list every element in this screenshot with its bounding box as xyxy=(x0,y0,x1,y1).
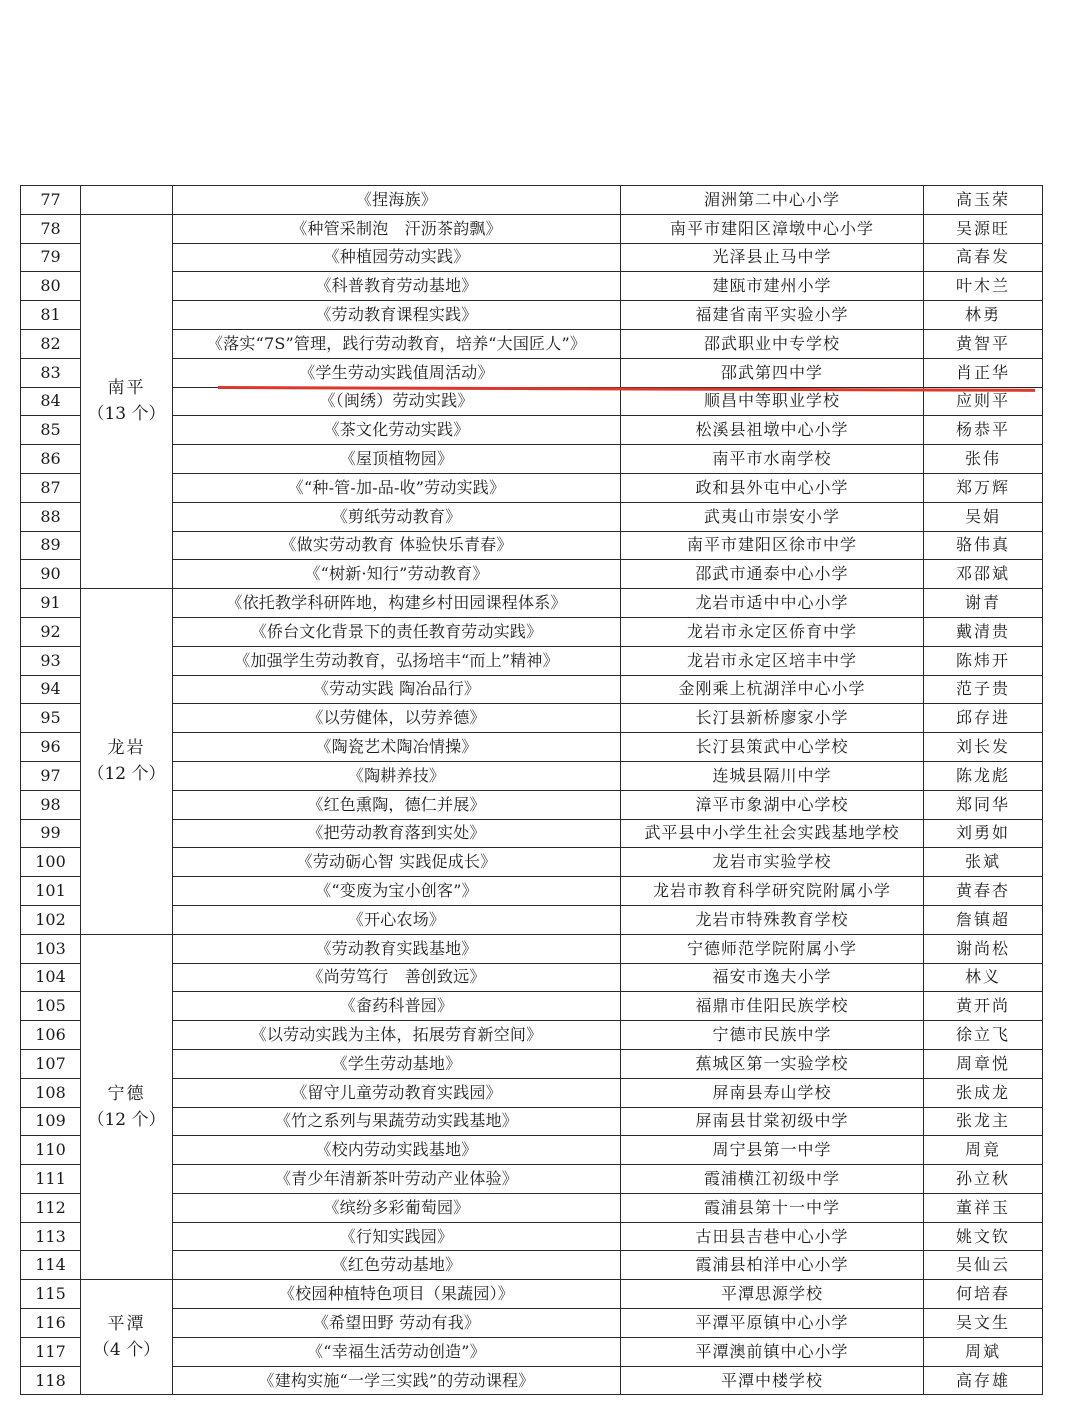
project-title: 《希望田野 劳动有我》 xyxy=(173,1309,621,1338)
contact-person: 林勇 xyxy=(924,301,1043,330)
table-body xyxy=(21,186,1043,1395)
school-name: 漳平市象湖中心学校 xyxy=(621,790,924,819)
school-name: 长汀县策武中心学校 xyxy=(621,733,924,762)
region-cell xyxy=(81,186,173,215)
project-title: 《校园种植特色项目（果蔬园）》 xyxy=(173,1280,621,1309)
project-title: 《留守儿童劳动教育实践园》 xyxy=(173,1078,621,1107)
project-title: 《尚劳笃行 善创致远》 xyxy=(173,963,621,992)
school-name: 邵武市通泰中心小学 xyxy=(621,560,924,589)
school-name: 龙岩市特殊教育学校 xyxy=(621,905,924,934)
school-name: 宁德市民族中学 xyxy=(621,1021,924,1050)
table-row xyxy=(21,1049,1043,1078)
table-row xyxy=(21,531,1043,560)
row-number: 82 xyxy=(21,329,81,358)
project-title: 《青少年清新茶叶劳动产业体验》 xyxy=(173,1165,621,1194)
project-title: 《劳动教育实践基地》 xyxy=(173,934,621,963)
table-row xyxy=(21,905,1043,934)
table-row xyxy=(21,1021,1043,1050)
project-title: 《侨台文化背景下的责任教育劳动实践》 xyxy=(173,617,621,646)
table-row xyxy=(21,1136,1043,1165)
contact-person: 孙立秋 xyxy=(924,1165,1043,1194)
table-row xyxy=(21,1165,1043,1194)
table-row xyxy=(21,934,1043,963)
school-name: 福安市逸夫小学 xyxy=(621,963,924,992)
table-row xyxy=(21,1078,1043,1107)
project-title: 《缤纷多彩葡萄园》 xyxy=(173,1193,621,1222)
contact-person: 肖正华 xyxy=(924,358,1043,387)
row-number: 84 xyxy=(21,387,81,416)
table-row xyxy=(21,473,1043,502)
project-title: 《以劳健体，以劳养德》 xyxy=(173,704,621,733)
row-number: 95 xyxy=(21,704,81,733)
row-number: 113 xyxy=(21,1222,81,1251)
contact-person: 谢尚松 xyxy=(924,934,1043,963)
table-row xyxy=(21,1193,1043,1222)
table-row xyxy=(21,819,1043,848)
row-number: 77 xyxy=(21,186,81,215)
row-number: 94 xyxy=(21,675,81,704)
project-title: 《学生劳动实践值周活动》 xyxy=(173,358,621,387)
region-name: 平潭 xyxy=(107,1314,146,1335)
project-title: 《剪纸劳动教育》 xyxy=(173,502,621,531)
table-row xyxy=(21,589,1043,618)
row-number: 106 xyxy=(21,1021,81,1050)
contact-person: 陈龙彪 xyxy=(924,761,1043,790)
contact-person: 徐立飞 xyxy=(924,1021,1043,1050)
row-number: 79 xyxy=(21,243,81,272)
row-number: 91 xyxy=(21,589,81,618)
project-title: 《竹之系列与果蔬劳动实践基地》 xyxy=(173,1107,621,1136)
row-number: 93 xyxy=(21,646,81,675)
contact-person: 邓邵斌 xyxy=(924,560,1043,589)
project-title: 《做实劳动教育 体验快乐青春》 xyxy=(173,531,621,560)
contact-person: 周竟 xyxy=(924,1136,1043,1165)
contact-person: 骆伟真 xyxy=(924,531,1043,560)
row-number: 88 xyxy=(21,502,81,531)
school-name: 龙岩市永定区侨育中学 xyxy=(621,617,924,646)
project-title: 《科普教育劳动基地》 xyxy=(173,272,621,301)
project-title: 《校内劳动实践基地》 xyxy=(173,1136,621,1165)
table-row xyxy=(21,1222,1043,1251)
school-name: 宁德师范学院附属小学 xyxy=(621,934,924,963)
school-name: 古田县吉巷中心小学 xyxy=(621,1222,924,1251)
row-number: 110 xyxy=(21,1136,81,1165)
row-number: 86 xyxy=(21,445,81,474)
row-number: 99 xyxy=(21,819,81,848)
contact-person: 周章悦 xyxy=(924,1049,1043,1078)
contact-person: 郑万辉 xyxy=(924,473,1043,502)
project-title: 《红色劳动基地》 xyxy=(173,1251,621,1280)
school-name: 龙岩市实验学校 xyxy=(621,848,924,877)
contact-person: 张伟 xyxy=(924,445,1043,474)
row-number: 87 xyxy=(21,473,81,502)
table-row xyxy=(21,704,1043,733)
row-number: 111 xyxy=(21,1165,81,1194)
school-name: 武平县中小学生社会实践基地学校 xyxy=(621,819,924,848)
row-number: 89 xyxy=(21,531,81,560)
table-row xyxy=(21,416,1043,445)
contact-person: 应则平 xyxy=(924,387,1043,416)
contact-person: 高玉荣 xyxy=(924,186,1043,215)
contact-person: 张龙主 xyxy=(924,1107,1043,1136)
table-row xyxy=(21,675,1043,704)
school-name: 邵武第四中学 xyxy=(621,358,924,387)
school-name: 南平市水南学校 xyxy=(621,445,924,474)
row-number: 102 xyxy=(21,905,81,934)
table-row xyxy=(21,848,1043,877)
contact-person: 高春发 xyxy=(924,243,1043,272)
school-name: 平潭澳前镇中心小学 xyxy=(621,1337,924,1366)
school-name: 蕉城区第一实验学校 xyxy=(621,1049,924,1078)
row-number: 104 xyxy=(21,963,81,992)
school-name: 霞浦县第十一中学 xyxy=(621,1193,924,1222)
contact-person: 吴文生 xyxy=(924,1309,1043,1338)
table-row xyxy=(21,646,1043,675)
contact-person: 黄智平 xyxy=(924,329,1043,358)
region-count: （4 个） xyxy=(92,1340,161,1361)
project-title: 《陶瓷艺术陶冶情操》 xyxy=(173,733,621,762)
school-name: 平潭平原镇中心小学 xyxy=(621,1309,924,1338)
contact-person: 林义 xyxy=(924,963,1043,992)
region-cell xyxy=(81,1280,173,1395)
row-number: 81 xyxy=(21,301,81,330)
school-name: 湄洲第二中心小学 xyxy=(621,186,924,215)
school-name: 霞浦横江初级中学 xyxy=(621,1165,924,1194)
contact-person: 吴仙云 xyxy=(924,1251,1043,1280)
table-row xyxy=(21,1309,1043,1338)
table-row xyxy=(21,1107,1043,1136)
row-number: 101 xyxy=(21,877,81,906)
school-name: 邵武职业中专学校 xyxy=(621,329,924,358)
school-name: 平潭中楼学校 xyxy=(621,1366,924,1395)
table-row xyxy=(21,301,1043,330)
row-number: 114 xyxy=(21,1251,81,1280)
region-count: （13 个） xyxy=(87,404,166,425)
school-name: 福建省南平实验小学 xyxy=(621,301,924,330)
project-title: 《把劳动教育落到实处》 xyxy=(173,819,621,848)
table-row xyxy=(21,877,1043,906)
school-name: 政和县外屯中心小学 xyxy=(621,473,924,502)
project-title: 《茶文化劳动实践》 xyxy=(173,416,621,445)
contact-person: 董祥玉 xyxy=(924,1193,1043,1222)
school-name: 长汀县新桥廖家小学 xyxy=(621,704,924,733)
project-title: 《落实“7S”管理，践行劳动教育，培养“大国匠人”》 xyxy=(173,329,621,358)
table-row xyxy=(21,445,1043,474)
school-name: 福鼎市佳阳民族学校 xyxy=(621,992,924,1021)
region-cell xyxy=(81,589,173,935)
project-title: 《依托教学科研阵地，构建乡村田园课程体系》 xyxy=(173,589,621,618)
project-title: 《以劳动实践为主体，拓展劳育新空间》 xyxy=(173,1021,621,1050)
row-number: 108 xyxy=(21,1078,81,1107)
project-list-table xyxy=(20,185,1043,1395)
contact-person: 何培春 xyxy=(924,1280,1043,1309)
school-name: 连城县隔川中学 xyxy=(621,761,924,790)
region-cell xyxy=(81,934,173,1280)
table-row xyxy=(21,963,1043,992)
project-title: 《（闽绣）劳动实践》 xyxy=(173,387,621,416)
region-name: 南平 xyxy=(107,378,146,399)
contact-person: 詹镇超 xyxy=(924,905,1043,934)
project-title: 《陶耕养技》 xyxy=(173,761,621,790)
row-number: 118 xyxy=(21,1366,81,1395)
school-name: 平潭思源学校 xyxy=(621,1280,924,1309)
row-number: 112 xyxy=(21,1193,81,1222)
project-title: 《种管采制泡 汗沥茶韵飘》 xyxy=(173,214,621,243)
contact-person: 谢青 xyxy=(924,589,1043,618)
region-count: （12 个） xyxy=(87,764,166,785)
project-title: 《屋顶植物园》 xyxy=(173,445,621,474)
row-number: 92 xyxy=(21,617,81,646)
row-number: 109 xyxy=(21,1107,81,1136)
table-row xyxy=(21,502,1043,531)
contact-person: 黄春杏 xyxy=(924,877,1043,906)
project-title: 《劳动实践 陶冶品行》 xyxy=(173,675,621,704)
row-number: 98 xyxy=(21,790,81,819)
project-title: 《建构实施“一学三实践”的劳动课程》 xyxy=(173,1366,621,1395)
row-number: 100 xyxy=(21,848,81,877)
school-name: 松溪县祖墩中心小学 xyxy=(621,416,924,445)
contact-person: 叶木兰 xyxy=(924,272,1043,301)
school-name: 南平市建阳区漳墩中心小学 xyxy=(621,214,924,243)
row-number: 116 xyxy=(21,1309,81,1338)
contact-person: 姚文钦 xyxy=(924,1222,1043,1251)
region-name: 宁德 xyxy=(107,1084,146,1104)
table-row xyxy=(21,617,1043,646)
contact-person: 戴清贵 xyxy=(924,617,1043,646)
region-name: 龙岩 xyxy=(107,738,146,759)
row-number: 97 xyxy=(21,761,81,790)
contact-person: 吴源旺 xyxy=(924,214,1043,243)
row-number: 85 xyxy=(21,416,81,445)
table-row xyxy=(21,214,1043,243)
school-name: 霞浦县柏洋中心小学 xyxy=(621,1251,924,1280)
project-title: 《“幸福生活劳动创造”》 xyxy=(173,1337,621,1366)
school-name: 龙岩市永定区培丰中学 xyxy=(621,646,924,675)
contact-person: 邱存进 xyxy=(924,704,1043,733)
project-title: 《劳动教育课程实践》 xyxy=(173,301,621,330)
table-row xyxy=(21,1337,1043,1366)
table-row xyxy=(21,790,1043,819)
project-title: 《学生劳动基地》 xyxy=(173,1049,621,1078)
table-row xyxy=(21,243,1043,272)
table-row xyxy=(21,387,1043,416)
school-name: 屏南县寿山学校 xyxy=(621,1078,924,1107)
table-row xyxy=(21,1280,1043,1309)
project-title: 《“种-管-加-品-收”劳动实践》 xyxy=(173,473,621,502)
table-row xyxy=(21,329,1043,358)
contact-person: 陈炜开 xyxy=(924,646,1043,675)
project-title: 《开心农场》 xyxy=(173,905,621,934)
contact-person: 杨恭平 xyxy=(924,416,1043,445)
contact-person: 黄开尚 xyxy=(924,992,1043,1021)
contact-person: 范子贵 xyxy=(924,675,1043,704)
school-name: 龙岩市适中中心小学 xyxy=(621,589,924,618)
contact-person: 周斌 xyxy=(924,1337,1043,1366)
row-number: 83 xyxy=(21,358,81,387)
contact-person: 吴娟 xyxy=(924,502,1043,531)
contact-person: 刘勇如 xyxy=(924,819,1043,848)
project-title: 《种植园劳动实践》 xyxy=(173,243,621,272)
row-number: 96 xyxy=(21,733,81,762)
school-name: 金刚乘上杭湖洋中心小学 xyxy=(621,675,924,704)
project-title: 《“树新·知行”劳动教育》 xyxy=(173,560,621,589)
table-row xyxy=(21,733,1043,762)
contact-person: 张成龙 xyxy=(924,1078,1043,1107)
school-name: 周宁县第一中学 xyxy=(621,1136,924,1165)
contact-person: 高存雄 xyxy=(924,1366,1043,1395)
project-title: 《捏海族》 xyxy=(173,186,621,215)
row-number: 115 xyxy=(21,1280,81,1309)
contact-person: 张斌 xyxy=(924,848,1043,877)
table-row xyxy=(21,1366,1043,1395)
project-title: 《劳动砺心智 实践促成长》 xyxy=(173,848,621,877)
school-name: 建瓯市建州小学 xyxy=(621,272,924,301)
table-row xyxy=(21,1251,1043,1280)
region-count: （12 个） xyxy=(87,1110,166,1130)
table-row xyxy=(21,992,1043,1021)
school-name: 龙岩市教育科学研究院附属小学 xyxy=(621,877,924,906)
row-number: 107 xyxy=(21,1049,81,1078)
table-row xyxy=(21,186,1043,215)
row-number: 103 xyxy=(21,934,81,963)
school-name: 武夷山市崇安小学 xyxy=(621,502,924,531)
table-row xyxy=(21,761,1043,790)
project-title: 《“变废为宝小创客”》 xyxy=(173,877,621,906)
contact-person: 郑同华 xyxy=(924,790,1043,819)
row-number: 105 xyxy=(21,992,81,1021)
table-row xyxy=(21,358,1043,387)
row-number: 90 xyxy=(21,560,81,589)
row-number: 78 xyxy=(21,214,81,243)
school-name: 光泽县止马中学 xyxy=(621,243,924,272)
contact-person: 刘长发 xyxy=(924,733,1043,762)
school-name: 南平市建阳区徐市中学 xyxy=(621,531,924,560)
school-name: 顺昌中等职业学校 xyxy=(621,387,924,416)
project-title: 《红色熏陶，德仁并展》 xyxy=(173,790,621,819)
project-title: 《行知实践园》 xyxy=(173,1222,621,1251)
row-number: 80 xyxy=(21,272,81,301)
table-row xyxy=(21,560,1043,589)
region-cell xyxy=(81,214,173,588)
row-number: 117 xyxy=(21,1337,81,1366)
table-row xyxy=(21,272,1043,301)
project-title: 《畲药科普园》 xyxy=(173,992,621,1021)
project-title: 《加强学生劳动教育，弘扬培丰“而上”精神》 xyxy=(173,646,621,675)
school-name: 屏南县甘棠初级中学 xyxy=(621,1107,924,1136)
